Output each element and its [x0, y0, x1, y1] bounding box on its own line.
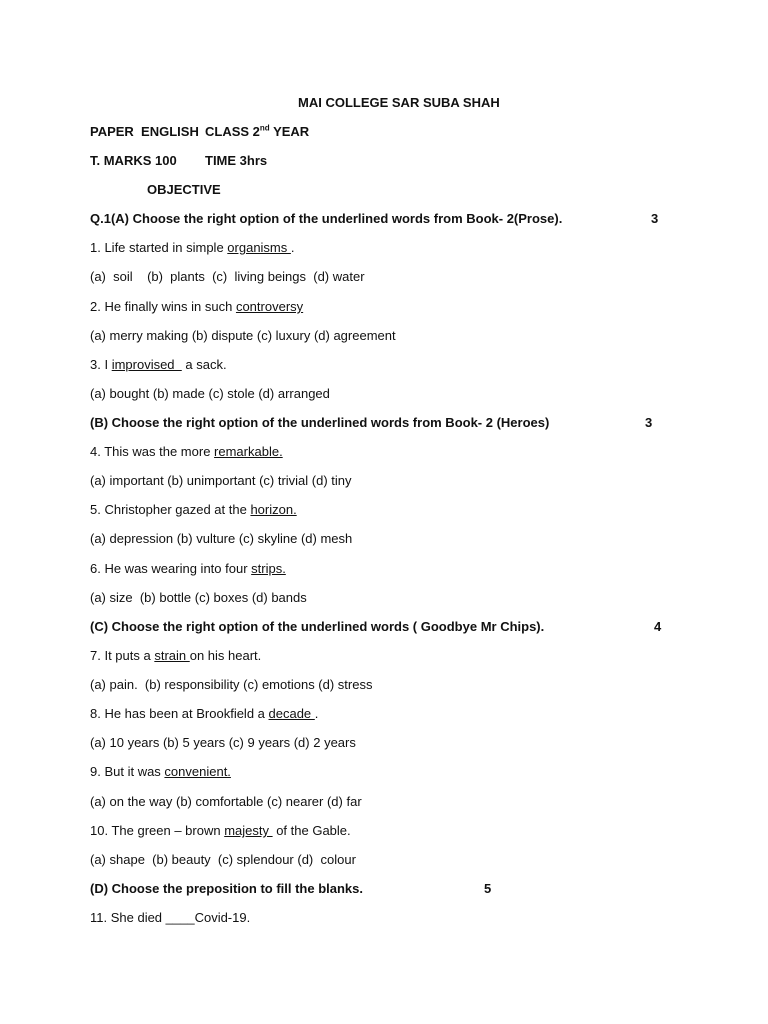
- underlined-word: organisms: [227, 240, 291, 255]
- question-9: [90, 764, 231, 780]
- question-text: 1. Life started in simple: [90, 240, 228, 255]
- question-11: 11. She died ____Covid-19.: [90, 910, 251, 925]
- section-a-title: Q.1(A) Choose the right option of the underlined words from Book- 2(Prose).: [90, 211, 563, 226]
- question-1-options: (a) soil (b) plants (c) living beings (d) water: [90, 269, 365, 284]
- underlined-word: controversy: [235, 299, 304, 314]
- question-7: [90, 648, 261, 664]
- section-d-marks: 5: [484, 881, 492, 896]
- section-c-title: (C) Choose the right option of the underlined words ( Goodbye Mr Chips).: [90, 619, 545, 634]
- question-text: 8. He has been at Brookfield a: [90, 706, 269, 721]
- question-3: [90, 357, 227, 373]
- class-prefix: CLASS 2: [205, 124, 260, 139]
- question-3-options: (a) bought (b) made (c) stole (d) arranged: [90, 386, 330, 401]
- question-text: 10. The green – brown: [90, 823, 225, 838]
- underlined-word: convenient.: [164, 764, 231, 779]
- question-text: of the Gable.: [272, 823, 351, 838]
- objective-heading: OBJECTIVE: [147, 182, 221, 197]
- question-4: [90, 444, 283, 460]
- question-1: [90, 240, 295, 256]
- question-text: on his heart.: [189, 648, 262, 663]
- question-text: 9. But it was: [90, 764, 165, 779]
- question-7-options: (a) pain. (b) responsibility (c) emotions (d) stress: [90, 677, 373, 692]
- question-5: [90, 502, 297, 518]
- college-title: MAI COLLEGE SAR SUBA SHAH: [298, 95, 500, 110]
- question-text: 7. It puts a: [90, 648, 155, 663]
- question-6: [90, 561, 286, 577]
- question-text: .: [290, 240, 295, 255]
- question-text: 3. I: [90, 357, 112, 372]
- underlined-word: strips.: [251, 561, 286, 576]
- question-text: 4. This was the more: [90, 444, 215, 459]
- question-2-options: (a) merry making (b) dispute (c) luxury (d) agreement: [90, 328, 396, 343]
- question-2: [90, 299, 303, 315]
- question-9-options: (a) on the way (b) comfortable (c) nearer (d) far: [90, 794, 362, 809]
- total-marks: T. MARKS 100: [90, 153, 177, 168]
- class-suffix: YEAR: [269, 124, 310, 139]
- section-c-marks: 4: [654, 619, 662, 634]
- question-text: 6. He was wearing into four: [90, 561, 252, 576]
- section-b-marks: 3: [645, 415, 653, 430]
- underlined-word: decade: [268, 706, 315, 721]
- underlined-word: remarkable.: [214, 444, 283, 459]
- question-text: a sack.: [181, 357, 227, 372]
- underlined-word: horizon.: [250, 502, 297, 517]
- question-10: [90, 823, 351, 839]
- question-text: 5. Christopher gazed at the: [90, 502, 251, 517]
- underlined-word: strain: [154, 648, 190, 663]
- question-8: [90, 706, 318, 722]
- underlined-word: improvised: [111, 357, 182, 372]
- question-text: .: [314, 706, 319, 721]
- question-6-options: (a) size (b) bottle (c) boxes (d) bands: [90, 590, 307, 605]
- question-10-options: (a) shape (b) beauty (c) splendour (d) colour: [90, 852, 356, 867]
- time-label: TIME 3hrs: [205, 153, 268, 168]
- question-5-options: (a) depression (b) vulture (c) skyline (d) mesh: [90, 531, 353, 546]
- class-label: [205, 124, 309, 140]
- section-a-marks: 3: [651, 211, 659, 226]
- question-8-options: (a) 10 years (b) 5 years (c) 9 years (d) 2 years: [90, 735, 356, 750]
- question-4-options: (a) important (b) unimportant (c) trivial (d) tiny: [90, 473, 352, 488]
- question-text: 2. He finally wins in such: [90, 299, 236, 314]
- underlined-word: majesty: [224, 823, 273, 838]
- paper-label: PAPER ENGLISH: [90, 124, 199, 139]
- section-b-title: (B) Choose the right option of the underlined words from Book- 2 (Heroes): [90, 415, 550, 430]
- section-d-title: (D) Choose the preposition to fill the blanks.: [90, 881, 364, 896]
- class-sup: nd: [259, 123, 270, 133]
